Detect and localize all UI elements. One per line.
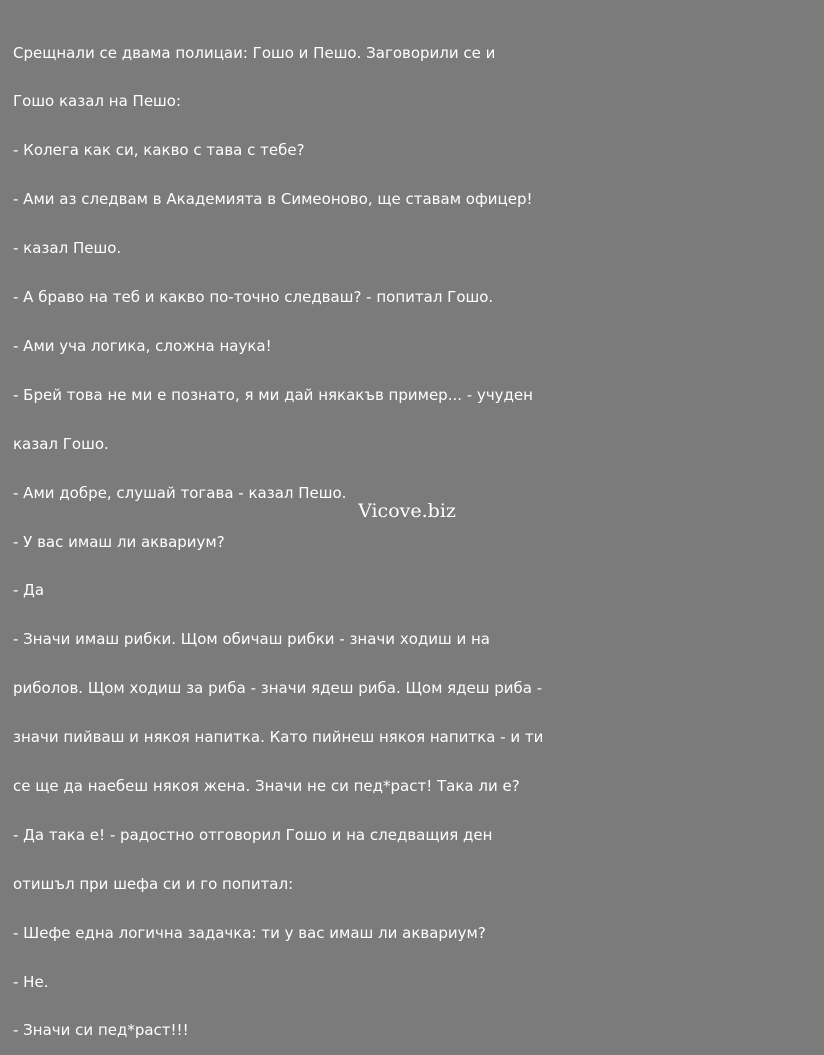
joke-line: - Да така е! - радостно отговорил Гошо и на следващия ден [13, 825, 493, 844]
joke-text [13, 12, 813, 1055]
joke-line: - Шефе една логична задачка: ти у вас имаш ли аквариум? [13, 923, 486, 942]
joke-line: риболов. Щом ходиш за риба - значи ядеш риба. Щом ядеш риба - [13, 679, 543, 698]
joke-line: Гошо казал на Пешо: [13, 92, 182, 111]
joke-line: - Значи имаш рибки. Щом обичаш рибки - значи ходиш и на [13, 630, 490, 649]
joke-line: казал Гошо. [13, 434, 109, 453]
joke-line: - Ами аз следвам в Академията в Симеоново, ще ставам офицер! [13, 190, 533, 209]
joke-line: - Ами добре, слушай тогава - казал Пешо. [13, 483, 347, 502]
joke-line: - Колега как си, какво с тава с тебе? [13, 141, 305, 160]
joke-line: значи пийваш и някоя напитка. Като пийнеш някоя напитка - и ти [13, 728, 544, 747]
joke-line: - У вас имаш ли аквариум? [13, 532, 225, 551]
site-watermark: Vicove.biz [358, 500, 456, 522]
joke-line: - Не. [13, 972, 49, 991]
joke-line: - Значи си пед*раст!!! [13, 1021, 189, 1040]
joke-line: - Брей това не ми е познато, я ми дай някакъв пример... - учуден [13, 385, 533, 404]
joke-line: Срещнали се двама полицаи: Гошо и Пешо. Заговорили се и [13, 43, 496, 62]
joke-line: - А браво на теб и какво по-точно следваш? - попитал Гошо. [13, 288, 494, 307]
joke-line: отишъл при шефа си и го попитал: [13, 874, 294, 893]
joke-line: - казал Пешо. [13, 239, 122, 258]
joke-line: се ще да наебеш някоя жена. Значи не си пед*раст! Така ли е? [13, 776, 520, 795]
joke-line: - Да [13, 581, 45, 600]
joke-line: - Ами уча логика, сложна наука! [13, 336, 272, 355]
